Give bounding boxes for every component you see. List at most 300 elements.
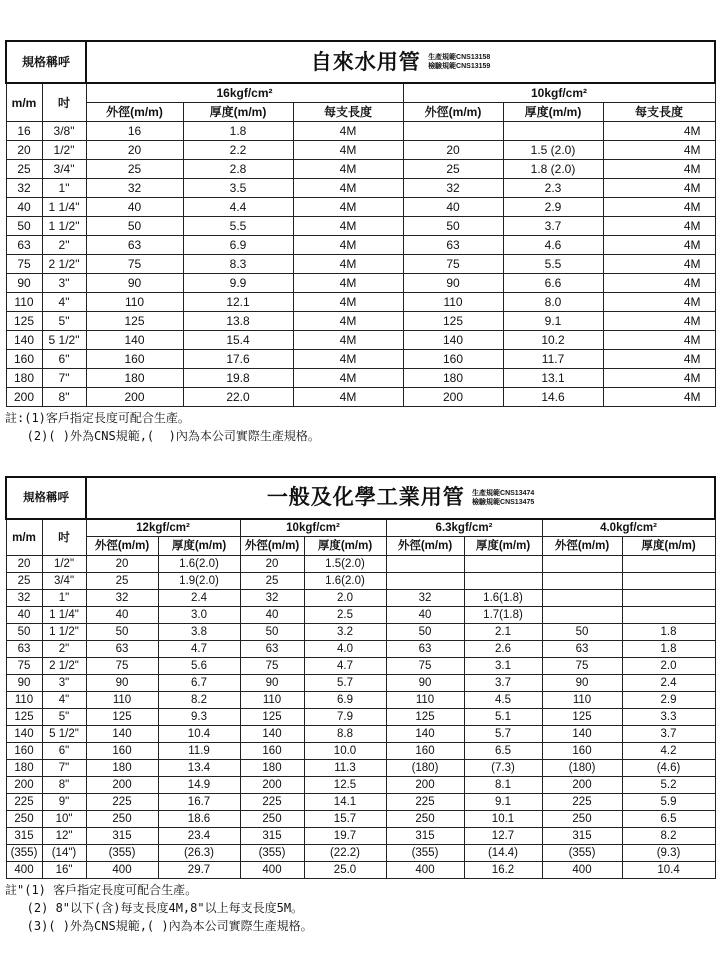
table-cell: 4M [293, 141, 403, 160]
table-cell: 1.6(2.0) [158, 556, 240, 573]
table-cell: 75 [240, 658, 304, 675]
table-cell: 29.7 [158, 862, 240, 879]
table-cell: 160 [6, 743, 42, 760]
table-cell: 1.6(1.8) [464, 590, 542, 607]
table-row [6, 331, 715, 350]
table-cell: 1.8 (2.0) [503, 160, 603, 179]
table-cell: 3" [42, 675, 86, 692]
table-cell: 8.8 [304, 726, 386, 743]
table-cell: 2.0 [304, 590, 386, 607]
table-cell: 140 [6, 331, 42, 350]
spec-name-header: 規格稱呼 [6, 41, 86, 83]
table-cell: 5" [42, 709, 86, 726]
table-cell: 1 1/2" [42, 624, 86, 641]
table-cell: 4M [293, 122, 403, 141]
table-cell: 1 1/2" [42, 217, 86, 236]
table-cell: 90 [403, 274, 503, 293]
table-cell: 63 [86, 236, 183, 255]
table-cell: 250 [6, 811, 42, 828]
table-cell: 12.7 [464, 828, 542, 845]
table-cell: 3.7 [622, 726, 715, 743]
table-cell: 75 [6, 255, 42, 274]
column-header: 外徑(m/m) [86, 103, 183, 122]
table-cell: 10.4 [622, 862, 715, 879]
water-pipe-spec-section [5, 40, 714, 445]
column-header: 厚度(m/m) [464, 537, 542, 556]
table-cell: 19.7 [304, 828, 386, 845]
table-cell: 20 [86, 141, 183, 160]
table-cell: 5.1 [464, 709, 542, 726]
table-cell: 3.8 [158, 624, 240, 641]
table-cell: 160 [403, 350, 503, 369]
table-cell: 3.7 [464, 675, 542, 692]
table-cell: 200 [86, 777, 158, 794]
table-cell: 2" [42, 641, 86, 658]
table-cell: 12" [42, 828, 86, 845]
table-cell: 125 [86, 709, 158, 726]
table-cell: 32 [240, 590, 304, 607]
table-cell: 2.4 [158, 590, 240, 607]
table-cell: 9.1 [464, 794, 542, 811]
table-cell: 90 [86, 675, 158, 692]
table-cell: 40 [6, 607, 42, 624]
table-cell: 32 [6, 590, 42, 607]
table-cell: 4" [42, 293, 86, 312]
table-row [6, 607, 715, 624]
table-cell: 4M [603, 350, 715, 369]
table-row [6, 658, 715, 675]
table-cell: 3.5 [183, 179, 293, 198]
table-row [6, 217, 715, 236]
inch-column-header: 吋 [42, 519, 86, 556]
table-cell: 9.1 [503, 312, 603, 331]
table-cell: 3.7 [503, 217, 603, 236]
table-cell: 5.7 [304, 675, 386, 692]
table-cell: 110 [6, 293, 42, 312]
table-row [6, 709, 715, 726]
table-cell: 63 [86, 641, 158, 658]
table-row [6, 141, 715, 160]
table-row [6, 160, 715, 179]
table-cell: 32 [386, 590, 464, 607]
column-header: 外徑(m/m) [542, 537, 622, 556]
table-cell: 140 [240, 726, 304, 743]
table-cell: 20 [6, 141, 42, 160]
table-cell: (14") [42, 845, 86, 862]
table-cell: 63 [240, 641, 304, 658]
table-cell: 14.1 [304, 794, 386, 811]
table-cell: 5.6 [158, 658, 240, 675]
table-cell: 14.9 [158, 777, 240, 794]
table-cell: 32 [86, 590, 158, 607]
table-cell: 4M [603, 369, 715, 388]
inspection-standard: 檢驗規範CNS13159 [428, 63, 491, 71]
note-line: (2)( )外為CNS規範,( )內為本公司實際生產規格。 [5, 429, 320, 443]
table-cell: 7" [42, 760, 86, 777]
table-cell: 4M [293, 179, 403, 198]
table-cell: 50 [86, 624, 158, 641]
table-cell: 20 [6, 556, 42, 573]
table-row [6, 198, 715, 217]
table-cell: 125 [240, 709, 304, 726]
table-cell: 4M [603, 331, 715, 350]
table-cell: 32 [403, 179, 503, 198]
table-cell: 2.5 [304, 607, 386, 624]
table-cell: 75 [386, 658, 464, 675]
table-cell: 4M [293, 312, 403, 331]
table-cell: 400 [542, 862, 622, 879]
table-cell: (180) [542, 760, 622, 777]
table-cell: 25 [86, 573, 158, 590]
table-cell: 9" [42, 794, 86, 811]
table-cell: 4M [603, 293, 715, 312]
table-cell: 4M [293, 255, 403, 274]
table-cell: 11.3 [304, 760, 386, 777]
column-header: 外徑(m/m) [86, 537, 158, 556]
table-cell: 225 [386, 794, 464, 811]
table-cell: 22.0 [183, 388, 293, 407]
table-cell [622, 590, 715, 607]
pressure-group-header: 4.0kgf/cm² [542, 519, 715, 537]
table-cell: 180 [6, 760, 42, 777]
table-cell: 2.1 [464, 624, 542, 641]
table-cell: 5.5 [503, 255, 603, 274]
spec-name-header: 規格稱呼 [6, 477, 86, 519]
table-cell: 4.5 [464, 692, 542, 709]
table-cell: 4.0 [304, 641, 386, 658]
table-cell: 4M [603, 255, 715, 274]
table-cell: 63 [6, 641, 42, 658]
table-cell: 8.2 [158, 692, 240, 709]
table-cell: 2.9 [622, 692, 715, 709]
table-cell: 3/4" [42, 573, 86, 590]
table-cell: 4M [603, 312, 715, 331]
inch-column-header: 吋 [42, 83, 86, 122]
table-row [6, 590, 715, 607]
column-header: 外徑(m/m) [386, 537, 464, 556]
table-cell: (26.3) [158, 845, 240, 862]
table-cell: 5.2 [622, 777, 715, 794]
table-cell: 250 [542, 811, 622, 828]
table-cell: 250 [86, 811, 158, 828]
table-cell: 1 1/4" [42, 607, 86, 624]
table-cell: 6.6 [503, 274, 603, 293]
table-cell: 160 [86, 743, 158, 760]
table-cell: 10.2 [503, 331, 603, 350]
table-row [6, 726, 715, 743]
table-row [6, 743, 715, 760]
table-cell: 4M [603, 179, 715, 198]
table-cell: 200 [6, 388, 42, 407]
table-row [6, 624, 715, 641]
table-cell: 40 [86, 607, 158, 624]
table-cell: 40 [403, 198, 503, 217]
table-cell: 1.9(2.0) [158, 573, 240, 590]
table-cell: 400 [386, 862, 464, 879]
table-cell: 315 [6, 828, 42, 845]
table-cell: (22.2) [304, 845, 386, 862]
table-cell: 50 [386, 624, 464, 641]
table-cell: 400 [6, 862, 42, 879]
table-cell: 180 [240, 760, 304, 777]
table-cell: 200 [386, 777, 464, 794]
table-row [6, 811, 715, 828]
column-header: 厚度(m/m) [622, 537, 715, 556]
table-cell: (355) [542, 845, 622, 862]
table-cell: 4M [293, 236, 403, 255]
table-cell: 4M [603, 274, 715, 293]
table-cell: 50 [6, 624, 42, 641]
table-cell [622, 607, 715, 624]
table-cell: 140 [86, 726, 158, 743]
note-line: (3)( )外為CNS規範,( )內為本公司實際生產規格。 [5, 919, 313, 933]
table-cell: 125 [6, 312, 42, 331]
table-cell: 20 [403, 141, 503, 160]
table-cell: 1/2" [42, 556, 86, 573]
table-cell: 5 1/2" [42, 726, 86, 743]
table-cell: 5.7 [464, 726, 542, 743]
table-cell: 4M [293, 388, 403, 407]
table-cell: 160 [240, 743, 304, 760]
column-header: 外徑(m/m) [403, 103, 503, 122]
table-cell: 225 [6, 794, 42, 811]
table-cell: 4M [603, 217, 715, 236]
table-cell: 25 [6, 573, 42, 590]
table-cell: 11.7 [503, 350, 603, 369]
table-cell: (4.6) [622, 760, 715, 777]
table-cell [622, 556, 715, 573]
table-cell: 75 [403, 255, 503, 274]
production-standard: 生產規範CNS13158 [428, 54, 491, 62]
table-cell: 250 [386, 811, 464, 828]
table-cell: 8.0 [503, 293, 603, 312]
table-cell: 15.7 [304, 811, 386, 828]
table-cell: 6" [42, 350, 86, 369]
table-cell: 7.9 [304, 709, 386, 726]
table-cell: 5 1/2" [42, 331, 86, 350]
table-cell [503, 122, 603, 141]
table-cell: 63 [6, 236, 42, 255]
table-row [6, 794, 715, 811]
table-title: 自來水用管 [310, 50, 421, 74]
table-cell: 14.6 [503, 388, 603, 407]
table-cell: 10.4 [158, 726, 240, 743]
water-pipe-spec-table [5, 40, 716, 407]
table-row [6, 312, 715, 331]
table-cell: 25 [6, 160, 42, 179]
table-cell: 4.6 [503, 236, 603, 255]
table-cell [403, 122, 503, 141]
table-cell: 32 [86, 179, 183, 198]
table-cell: 6.7 [158, 675, 240, 692]
table-cell: 4M [293, 293, 403, 312]
table-cell: (180) [386, 760, 464, 777]
table-cell: 75 [6, 658, 42, 675]
table-cell: 4.7 [304, 658, 386, 675]
table-cell: 17.6 [183, 350, 293, 369]
table-cell: 1.8 [183, 122, 293, 141]
table-row [6, 179, 715, 198]
table-cell: 1.5(2.0) [304, 556, 386, 573]
table-cell: 4.4 [183, 198, 293, 217]
table-row [6, 122, 715, 141]
table-cell: 4M [293, 331, 403, 350]
table-cell: (355) [386, 845, 464, 862]
table-cell: 2.3 [503, 179, 603, 198]
table-cell: 40 [386, 607, 464, 624]
table-cell: 90 [6, 274, 42, 293]
table-cell: 125 [542, 709, 622, 726]
table-cell: 400 [240, 862, 304, 879]
table-cell: 160 [542, 743, 622, 760]
column-header: 外徑(m/m) [240, 537, 304, 556]
table-cell: 16.7 [158, 794, 240, 811]
table-cell: 9.3 [158, 709, 240, 726]
table-cell: 20 [86, 556, 158, 573]
note-line: 註"(1) 客戶指定長度可配合生產。 [5, 883, 198, 897]
note-line: 註:(1)客戶指定長度可配合生產。 [5, 411, 190, 425]
table-cell: 1.7(1.8) [464, 607, 542, 624]
table-cell: (355) [240, 845, 304, 862]
pressure-group-header: 10kgf/cm² [240, 519, 386, 537]
table-cell: 3.3 [622, 709, 715, 726]
table-cell: 110 [86, 692, 158, 709]
table-cell: 225 [240, 794, 304, 811]
table-cell: 90 [6, 675, 42, 692]
table-cell: 3/4" [42, 160, 86, 179]
table-row [6, 274, 715, 293]
table-cell: 125 [86, 312, 183, 331]
table-cell: 6.9 [183, 236, 293, 255]
table-cell: 315 [240, 828, 304, 845]
table-cell: 125 [403, 312, 503, 331]
table-cell: 200 [86, 388, 183, 407]
table-cell: 2.0 [622, 658, 715, 675]
table-cell: 4M [603, 141, 715, 160]
table-cell: 6.5 [464, 743, 542, 760]
table-row [6, 828, 715, 845]
table-cell: 180 [6, 369, 42, 388]
table-cell: 4M [293, 274, 403, 293]
table-cell: 180 [86, 760, 158, 777]
table-cell: 160 [386, 743, 464, 760]
table-cell: 225 [86, 794, 158, 811]
table-row [6, 641, 715, 658]
table-cell: 10" [42, 811, 86, 828]
table-cell: 1" [42, 179, 86, 198]
table-cell: 3.1 [464, 658, 542, 675]
table-cell: 90 [86, 274, 183, 293]
table-title-cell [86, 41, 715, 83]
table-cell: 110 [6, 692, 42, 709]
table-cell: 6" [42, 743, 86, 760]
table-cell: 7" [42, 369, 86, 388]
table-cell [622, 573, 715, 590]
table-cell: 16 [6, 122, 42, 141]
table-cell: 140 [86, 331, 183, 350]
table-cell: 15.4 [183, 331, 293, 350]
table-cell [464, 556, 542, 573]
table-cell: 63 [403, 236, 503, 255]
table-cell: 90 [240, 675, 304, 692]
table-cell: 4.7 [158, 641, 240, 658]
table-cell: 4.2 [622, 743, 715, 760]
table-cell: 1.5 (2.0) [503, 141, 603, 160]
table-cell: 10.1 [464, 811, 542, 828]
table-cell: 140 [6, 726, 42, 743]
table-cell: 225 [542, 794, 622, 811]
table-row [6, 675, 715, 692]
table-cell: 4M [603, 122, 715, 141]
table-cell: 6.5 [622, 811, 715, 828]
table-cell: 50 [6, 217, 42, 236]
table-cell: 25 [403, 160, 503, 179]
table-row [6, 255, 715, 274]
table-row [6, 388, 715, 407]
table-cell: 110 [386, 692, 464, 709]
table-cell: 23.4 [158, 828, 240, 845]
pressure-group-header: 12kgf/cm² [86, 519, 240, 537]
table-cell: 13.8 [183, 312, 293, 331]
table-cell: 8.3 [183, 255, 293, 274]
table-cell: 1/2" [42, 141, 86, 160]
table-cell: (355) [6, 845, 42, 862]
table-cell: 5" [42, 312, 86, 331]
table-cell: 2.9 [503, 198, 603, 217]
table-cell: 250 [240, 811, 304, 828]
table-cell: 1.8 [622, 624, 715, 641]
table-cell: 2.2 [183, 141, 293, 160]
table-cell: 8" [42, 388, 86, 407]
table-cell: 2.8 [183, 160, 293, 179]
table-cell: 315 [542, 828, 622, 845]
table-cell: 40 [86, 198, 183, 217]
table-cell [542, 607, 622, 624]
table-cell: 160 [6, 350, 42, 369]
table-cell: 11.9 [158, 743, 240, 760]
table-cell: (9.3) [622, 845, 715, 862]
table-cell: 75 [86, 255, 183, 274]
table-cell: 3" [42, 274, 86, 293]
production-standard: 生產規範CNS13474 [472, 490, 535, 497]
table-cell: (7.3) [464, 760, 542, 777]
table-cell: 4M [293, 217, 403, 236]
table-cell: 6.9 [304, 692, 386, 709]
table-cell: 3.0 [158, 607, 240, 624]
table-cell: 125 [6, 709, 42, 726]
table-row [6, 573, 715, 590]
table-cell: 180 [86, 369, 183, 388]
table-cell: 63 [542, 641, 622, 658]
table-cell: 9.9 [183, 274, 293, 293]
table-cell: 16" [42, 862, 86, 879]
table-cell: 4M [293, 350, 403, 369]
table-cell: 4M [603, 388, 715, 407]
table-cell: 4M [293, 198, 403, 217]
table-row [6, 777, 715, 794]
column-header: 厚度(m/m) [158, 537, 240, 556]
table-cell: 25.0 [304, 862, 386, 879]
table-cell: 10.0 [304, 743, 386, 760]
table-cell: 63 [386, 641, 464, 658]
table-cell: 40 [240, 607, 304, 624]
table-cell: 2.6 [464, 641, 542, 658]
table-cell: 50 [403, 217, 503, 236]
table-cell: (355) [86, 845, 158, 862]
table-cell: 90 [542, 675, 622, 692]
table-cell: 8.2 [622, 828, 715, 845]
table-cell: 110 [86, 293, 183, 312]
